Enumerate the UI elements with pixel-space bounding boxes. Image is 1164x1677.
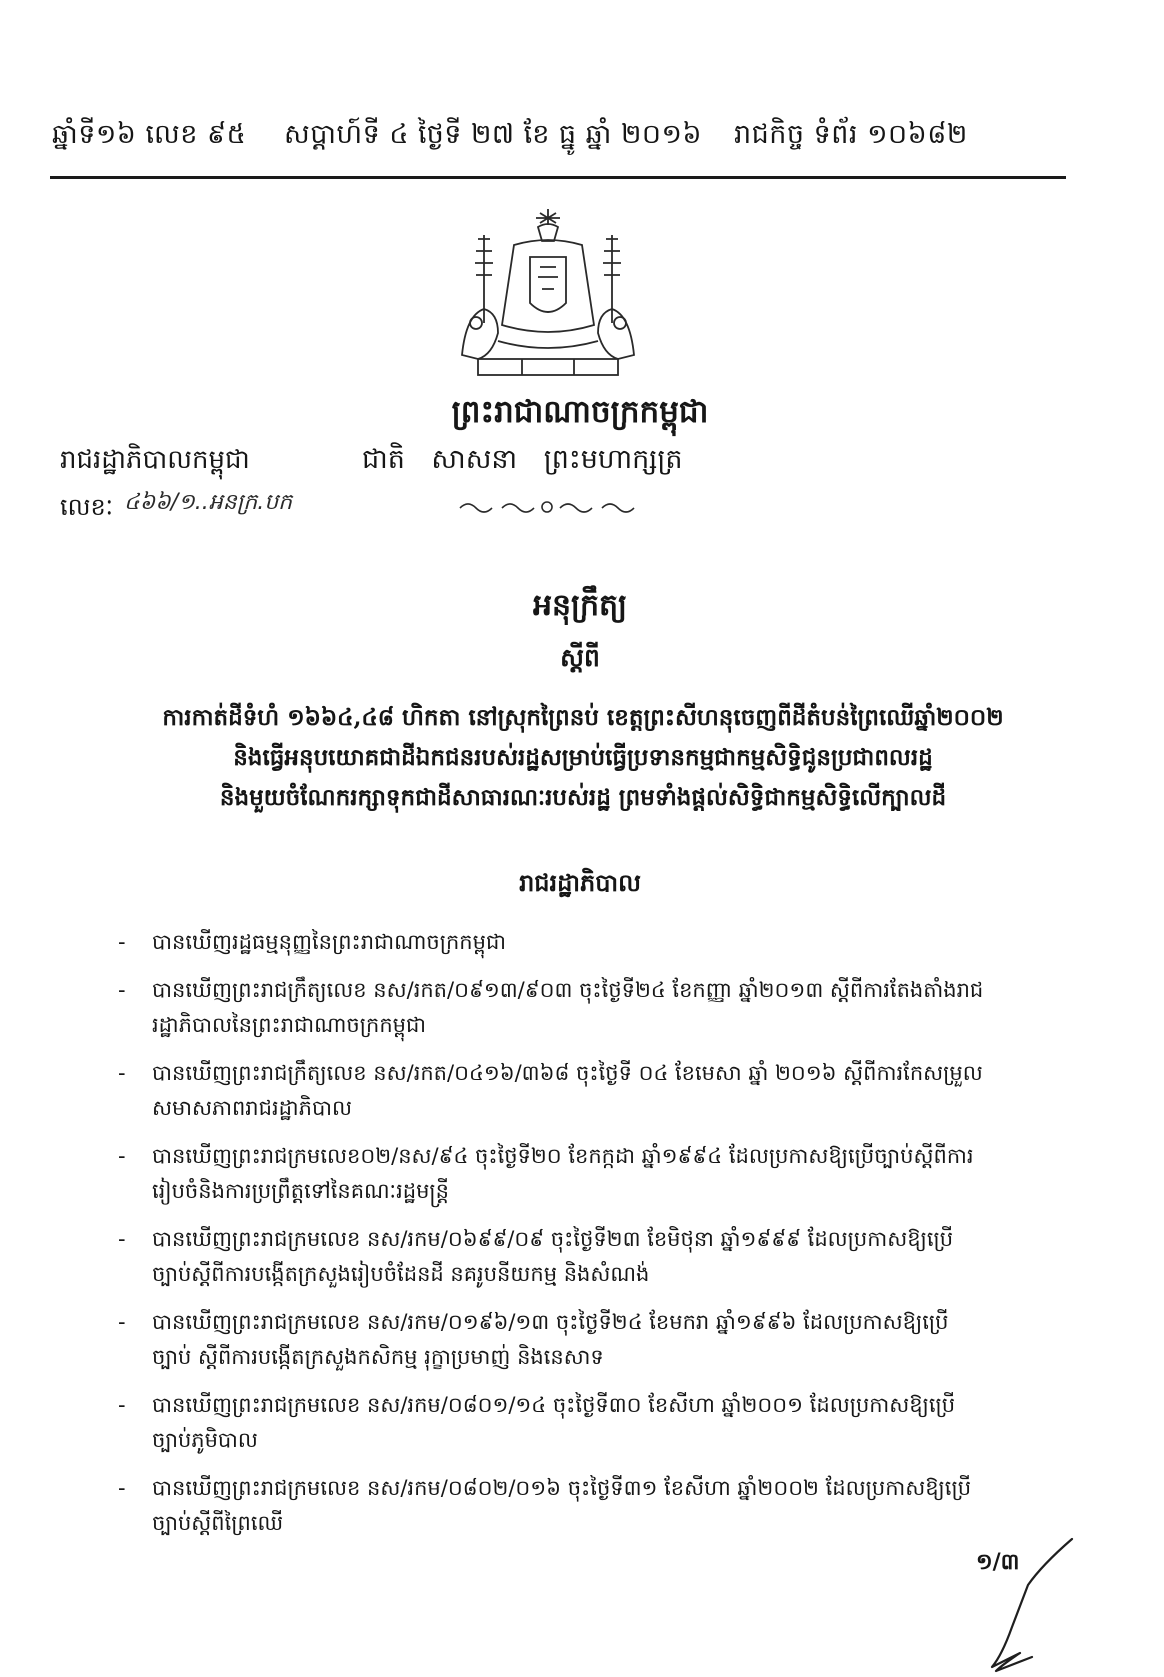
preamble-text-continued: ច្បាប់ស្តីពីព្រៃឈើ	[152, 1511, 284, 1535]
subject-line: ការកាត់ដីទំហំ ១៦៦៤,៤៨ ហិកតា នៅស្រុកព្រៃនប់ ខេត្តព្រះសីហនុចេញពីដីតំបន់ព្រៃឈើឆ្នាំ២០០២	[162, 704, 1004, 731]
subject-line: និងមួយចំណែករក្សាទុកជាដីសាធារណៈរបស់រដ្ឋ ព្រមទាំងផ្តល់សិទ្ធិជាកម្មសិទ្ធិលើក្បាលដី	[219, 784, 947, 811]
gazette-page-ref: រាជកិច្ច ទំព័រ ១០៦៨២	[734, 119, 968, 150]
preamble-list	[118, 925, 1038, 1554]
preamble-item: - បានឃើញរដ្ឋធម្មនុញ្ញនៃព្រះរាជាណាចក្រកម្ពុជា	[118, 925, 1038, 960]
reference-number: ៤៦៦/១..អនក្រ.បក	[124, 490, 293, 515]
preamble-text: បានឃើញព្រះរាជក្រឹត្យលេខ នស/រកត/០៩១៣/៩០៣ ចុះថ្ងៃទី២៤ ខែកញ្ញា ឆ្នាំ២០១៣ ស្តីពីការតែងតាំងរាជ	[152, 978, 984, 1002]
preamble-item: - បានឃើញព្រះរាជក្រមលេខ នស/រកម/០៨០១/១៤ ចុះថ្ងៃទី៣០ ខែសីហា ឆ្នាំ២០០១ ដែលប្រកាសឱ្យប្រើ ច្បាប់ភូមិបាល	[118, 1388, 1038, 1458]
issuing-body: រាជរដ្ឋាភិបាល	[519, 868, 641, 897]
subject-title	[118, 698, 1048, 818]
preamble-text-continued: ច្បាប់ស្តីពីការបង្កើតក្រសួងរៀបចំដែនដី នគរូបនីយកម្ម និងសំណង់	[152, 1262, 650, 1286]
preamble-text: បានឃើញព្រះរាជក្រមលេខ នស/រកម/០៨០១/១៤ ចុះថ្ងៃទី៣០ ខែសីហា ឆ្នាំ២០០១ ដែលប្រកាសឱ្យប្រើ	[152, 1393, 956, 1417]
gazette-date: សប្តាហ៍ទី ៤ ថ្ងៃទី ២៧ ខែ ធ្នូ ឆ្នាំ ២០១៦	[284, 119, 703, 150]
preamble-text-continued: ច្បាប់ ស្តីពីការបង្កើតក្រសួងកសិកម្ម រុក្ខាប្រមាញ់ និងនេសាទ	[152, 1345, 604, 1369]
preamble-text-continued: រៀបចំនិងការប្រព្រឹត្តទៅនៃគណៈរដ្ឋមន្ត្រី	[152, 1179, 450, 1203]
preamble-item: - បានឃើញព្រះរាជក្រមលេខ នស/រកម/០៦៩៩/០៩ ចុះថ្ងៃទី២៣ ខែមិថុនា ឆ្នាំ១៩៩៩ ដែលប្រកាសឱ្យប្រើ ច្បាប់ស្តីពីការបង្កើតក្រសួងរៀបចំដែនដី នគរូបនីយកម្ម និងសំណង់	[118, 1222, 1038, 1292]
preamble-text: បានឃើញព្រះរាជក្រមលេខ នស/រកម/០៨០២/០១៦ ចុះថ្ងៃទី៣១ ខែសីហា ឆ្នាំ២០០២ ដែលប្រកាសឱ្យប្រើ	[152, 1476, 972, 1500]
preamble-item: - បានឃើញព្រះរាជក្រឹត្យលេខ នស/រកត/០៤១៦/៣៦៨ ចុះថ្ងៃទី ០៤ ខែមេសា ឆ្នាំ ២០១៦ ស្តីពីការកែសម្រួល សមាសភាពរាជរដ្ឋាភិបាល	[118, 1056, 1038, 1126]
preamble-item: - បានឃើញព្រះរាជក្រមលេខ០២/នស/៩៤ ចុះថ្ងៃទី២០ ខែកក្កដា ឆ្នាំ១៩៩៤ ដែលប្រកាសឱ្យប្រើច្បាប់ស្តីពីការ រៀបចំនិងការប្រព្រឹត្តទៅនៃគណៈរដ្ឋមន្ត្រី	[118, 1139, 1038, 1209]
motto-ornament-divider	[458, 496, 636, 518]
preamble-item: - បានឃើញព្រះរាជក្រឹត្យលេខ នស/រកត/០៩១៣/៩០៣ ចុះថ្ងៃទី២៤ ខែកញ្ញា ឆ្នាំ២០១៣ ស្តីពីការតែងតាំងរាជ រដ្ឋាភិបាលនៃព្រះរាជាណាចក្រកម្ពុជា	[118, 973, 1038, 1043]
preamble-text: បានឃើញព្រះរាជក្រមលេខ នស/រកម/០១៩៦/១៣ ចុះថ្ងៃទី២៤ ខែមករា ឆ្នាំ១៩៩៦ ដែលប្រកាសឱ្យប្រើ	[152, 1310, 949, 1334]
national-motto: ជាតិ សាសនា ព្រះមហាក្សត្រ	[362, 444, 683, 475]
gazette-year-issue: ឆ្នាំទី១៦ លេខ ៩៥	[52, 119, 247, 150]
reference-label: លេខៈ	[60, 493, 114, 521]
preamble-text: បានឃើញរដ្ឋធម្មនុញ្ញនៃព្រះរាជាណាចក្រកម្ពុជា	[152, 930, 506, 954]
preamble-item: - បានឃើញព្រះរាជក្រមលេខ នស/រកម/០៨០២/០១៦ ចុះថ្ងៃទី៣១ ខែសីហា ឆ្នាំ២០០២ ដែលប្រកាសឱ្យប្រើ ច្បាប់ស្តីពីព្រៃឈើ	[118, 1471, 1038, 1541]
preamble-text-continued: ច្បាប់ភូមិបាល	[152, 1428, 258, 1452]
preamble-text: បានឃើញព្រះរាជក្រមលេខ នស/រកម/០៦៩៩/០៩ ចុះថ្ងៃទី២៣ ខែមិថុនា ឆ្នាំ១៩៩៩ ដែលប្រកាសឱ្យប្រើ	[152, 1227, 954, 1251]
preamble-text-continued: សមាសភាពរាជរដ្ឋាភិបាល	[152, 1096, 352, 1120]
government-name: រាជរដ្ឋាភិបាលកម្ពុជា	[60, 445, 250, 475]
header-divider	[50, 176, 1066, 179]
subject-label: ស្តីពី	[560, 643, 600, 672]
preamble-text: បានឃើញព្រះរាជក្រឹត្យលេខ នស/រកត/០៤១៦/៣៦៨ ចុះថ្ងៃទី ០៤ ខែមេសា ឆ្នាំ ២០១៦ ស្តីពីការកែសម្រួល	[152, 1061, 983, 1085]
kingdom-title: ព្រះរាជាណាចក្រកម្ពុជា	[451, 394, 709, 430]
subject-line: និងធ្វើអនុបយោគជាដីឯកជនរបស់រដ្ឋសម្រាប់ធ្វើប្រទានកម្មជាកម្មសិទ្ធិជូនប្រជាពលរដ្ឋ	[233, 744, 933, 771]
royal-arms-emblem	[448, 205, 648, 385]
preamble-item: - បានឃើញព្រះរាជក្រមលេខ នស/រកម/០១៩៦/១៣ ចុះថ្ងៃទី២៤ ខែមករា ឆ្នាំ១៩៩៦ ដែលប្រកាសឱ្យប្រើ ច្បាប់ ស្តីពីការបង្កើតក្រសួងកសិកម្ម រុក្ខាប្រមាញ់ និងនេសាទ	[118, 1305, 1038, 1375]
page-number: ១/៣	[976, 1550, 1020, 1575]
preamble-text: បានឃើញព្រះរាជក្រមលេខ០២/នស/៩៤ ចុះថ្ងៃទី២០ ខែកក្កដា ឆ្នាំ១៩៩៤ ដែលប្រកាសឱ្យប្រើច្បាប់ស្តីពីការ	[152, 1144, 974, 1168]
initials-signature	[972, 1535, 1092, 1675]
document-type: អនុក្រឹត្យ	[532, 588, 628, 623]
preamble-text-continued: រដ្ឋាភិបាលនៃព្រះរាជាណាចក្រកម្ពុជា	[152, 1013, 426, 1037]
